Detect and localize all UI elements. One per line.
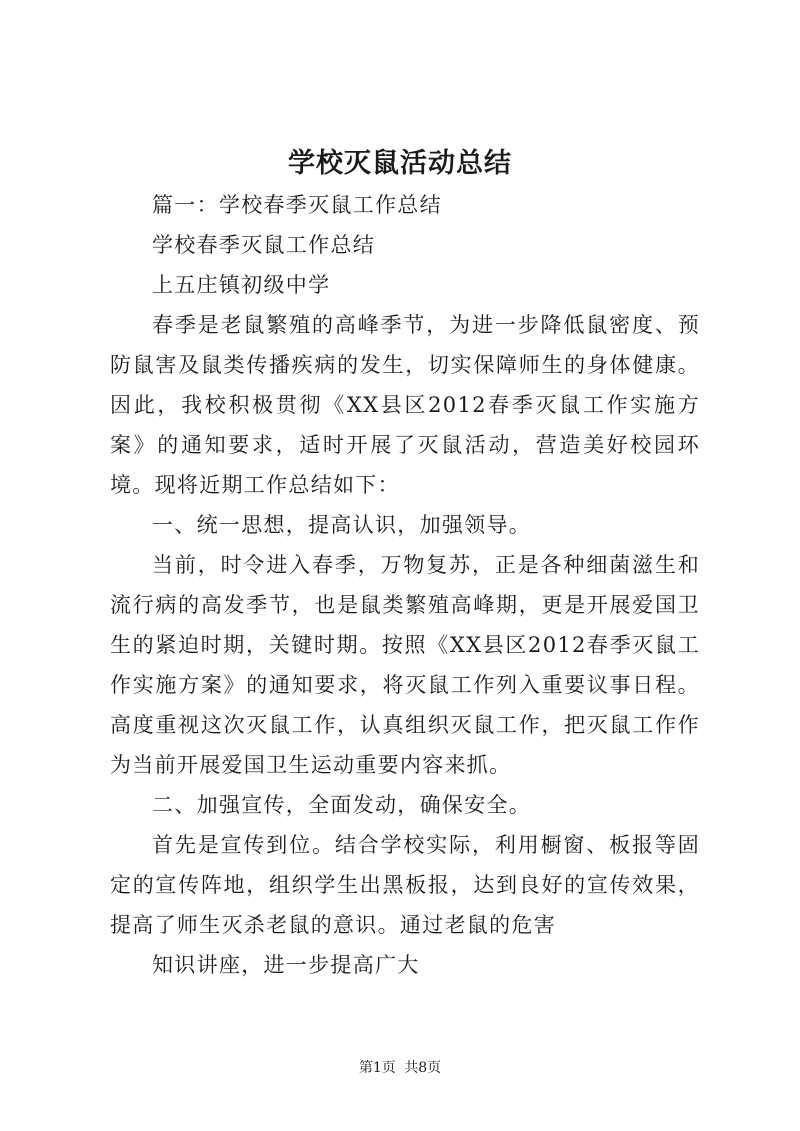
paragraph: 篇一：学校春季灭鼠工作总结 <box>152 193 442 217</box>
paragraph: 春季是老鼠繁殖的高峰季节，为进一步降低鼠密度、预防鼠害及鼠类传播疾病的发生，切实保障师生的身体健康。因此，我校积极贯彻《XX县区2012春季灭鼠工作实施方案》的通知要求，适时开展了灭鼠活动，营造美好校园环境。现将近期工作总结如下： <box>110 313 700 497</box>
document-body <box>110 185 700 985</box>
paragraph: 知识讲座，进一步提高广大 <box>152 953 420 977</box>
paragraph: 一、统一思想，提高认识，加强领导。 <box>152 513 532 537</box>
document-title: 学校灭鼠活动总结 <box>288 148 512 179</box>
paragraph: 当前，时令进入春季，万物复苏，正是各种细菌滋生和流行病的高发季节，也是鼠类繁殖高峰期，更是开展爱国卫生的紧迫时期，关键时期。按照《XX县区2012春季灭鼠工作实施方案》的通知要求，将灭鼠工作列入重要议事日程。高度重视这次灭鼠工作，认真组织灭鼠工作，把灭鼠工作作为当前开展爱国卫生运动重要内容来抓。 <box>110 553 700 777</box>
page-number: 第1页 <box>358 1060 396 1076</box>
page-footer <box>0 1058 800 1078</box>
paragraph: 上五庄镇初级中学 <box>152 273 331 297</box>
paragraph: 首先是宣传到位。结合学校实际，利用橱窗、板报等固定的宣传阵地，组织学生出黑板报，达到良好的宣传效果，提高了师生灭杀老鼠的意识。通过老鼠的危害 <box>110 833 700 937</box>
page-total: 共8页 <box>404 1060 442 1076</box>
paragraph: 二、加强宣传，全面发动，确保安全。 <box>152 793 532 817</box>
paragraph: 学校春季灭鼠工作总结 <box>152 233 375 257</box>
